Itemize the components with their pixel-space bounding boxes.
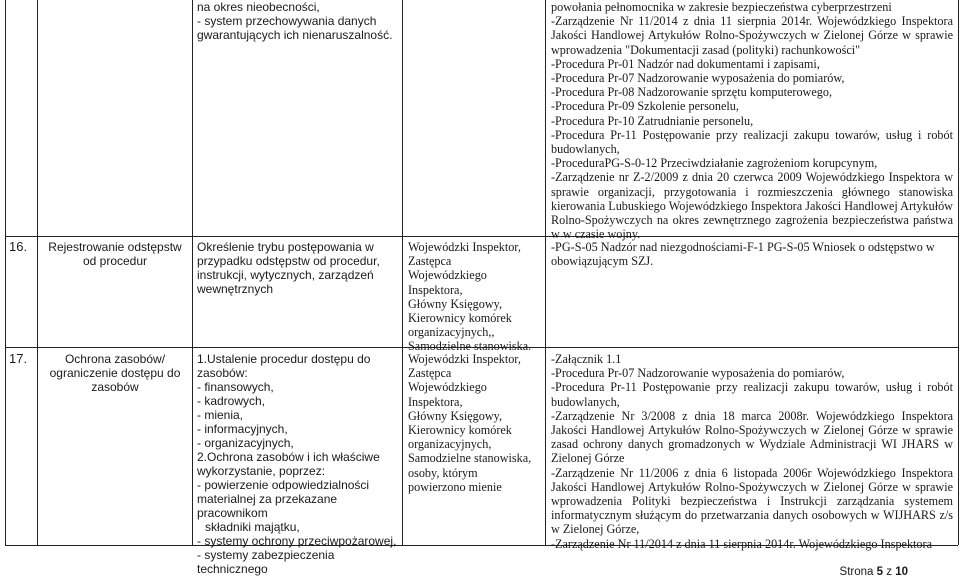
document-entry: -Procedura Pr-07 Nadzorowanie wyposażenia do pomiarów, xyxy=(551,366,845,381)
documents-cell xyxy=(551,352,953,551)
task-text: - kadrowych, xyxy=(197,394,266,408)
document-entry: -Zarządzenie Nr 11/2014 z dnia 11 sierpnia 2014r. Wojewódzkiego Inspektora xyxy=(551,536,932,551)
task-text: materialnej za przekazane pracownikom xyxy=(197,492,338,520)
task-text: składniki majątku, xyxy=(205,520,300,534)
control-area: Rejestrowanie odstępstw od procedur xyxy=(48,240,182,268)
responsible-line: Wojewódzki Inspektor, xyxy=(408,352,521,366)
document-entry: -Załącznik 1.1 xyxy=(551,352,622,366)
responsible-line: Zastępca xyxy=(408,366,452,381)
document-entry: -Zarządzenie Nr 11/2014 z dnia 11 sierpnia 2014r. Wojewódzkiego Inspektora Jakości Handlowej Artykułów Rolno-Spożywczych w Zielonej Górze w sprawie wprowadzenia "Dokumentacji zasad (polityki) rachunkowości" xyxy=(551,14,953,57)
responsible-line: Główny Księgowy, xyxy=(408,296,502,311)
responsible-line: Wojewódzkiego xyxy=(408,268,487,283)
task-text: - mienia, xyxy=(197,408,244,422)
document-entry: -PG-S-05 Nadzór nad niezgodnościami-F-1 PG-S-05 Wniosek o odstępstwo w obowiązującym SZJ. xyxy=(551,240,935,269)
responsible-line: osoby, którym xyxy=(408,465,478,480)
continued-tasks-cell xyxy=(197,0,399,42)
continued-documents-cell xyxy=(551,0,953,241)
total-pages: 10 xyxy=(895,566,908,578)
text-line: na okres nieobecności, xyxy=(197,0,320,14)
control-area: Ochrona zasobów/ ograniczenie dostępu do zasobów xyxy=(49,352,181,394)
text-line: gwarantujących ich nienaruszalność. xyxy=(197,28,393,42)
document-entry: -Zarządzenie Nr 3/2008 z dnia 18 marca 2008r. Wojewódzkiego Inspektora Jakości Handlowej Artykułów Rolno-Spożywczych w Zielonej Górze w sprawie zasad ochrony danych gromadzonych w Wydziale Administracji WI JHARS w Zielonej Górze xyxy=(551,408,953,466)
table-border-col3 xyxy=(402,0,403,545)
document-entry: -Procedura Pr-08 Nadzorowanie sprzętu komputerowego, xyxy=(551,85,832,100)
document-entry: powołania pełnomocnika w zakresie bezpieczeństwa cyberprzestrzeni xyxy=(551,0,892,14)
table-border-left xyxy=(5,0,6,545)
task-text: Określenie trybu postępowania w przypadku odstępstw od procedur, instrukcji, wytycznych, zarządzeń wewnętrznych xyxy=(197,240,380,296)
responsible-line: powierzono mienie xyxy=(408,479,502,494)
responsible-cell xyxy=(408,240,544,354)
document-entry: -Procedura Pr-11 Postępowanie przy realizacji zakupu towarów, usług i robót budowlanych, xyxy=(551,127,953,157)
document-entry: -Procedura Pr-11 Postępowanie przy realizacji zakupu towarów, usług i robót budowlanych, xyxy=(551,380,953,409)
responsible-line: organizacyjnych, xyxy=(408,437,492,452)
table-border-col1 xyxy=(37,0,38,545)
task-text: - systemy ochrony przeciwpożarowej, xyxy=(197,534,397,548)
task-text: - informacyjnych, xyxy=(197,422,288,436)
responsible-line: Samodzielne stanowiska. xyxy=(408,339,532,354)
row-number: 16. xyxy=(9,239,28,254)
footer-separator: z xyxy=(886,566,892,578)
responsible-line: Samodzielne stanowiska, xyxy=(408,451,532,466)
responsible-line: Kierownicy komórek xyxy=(408,423,512,438)
document-entry: -Procedura Pr-01 Nadzór nad dokumentami i zapisami, xyxy=(551,56,820,71)
table-border-col4 xyxy=(545,0,546,545)
responsible-line: Wojewódzkiego xyxy=(408,380,487,395)
task-text: 2.Ochrona zasobów i ich właściwe wykorzystanie, poprzez: xyxy=(197,450,380,478)
document-entry: -Procedura Pr-07 Nadzorowanie wyposażenia do pomiarów, xyxy=(551,71,845,86)
responsible-line: organizacyjnych,, xyxy=(408,325,495,340)
task-text: 1.Ustalenie procedur dostępu do zasobów: xyxy=(197,352,371,380)
responsible-line: Inspektora, xyxy=(408,282,463,297)
task-text: - powierzenie odpowiedzialności xyxy=(197,478,370,492)
responsible-line: Zastępca xyxy=(408,254,452,269)
document-entry: -ProceduraPG-S-0-12 Przeciwdziałanie zagrożeniom korupcynym, xyxy=(551,156,878,171)
responsible-line: Główny Księgowy, xyxy=(408,408,502,423)
task-text: - systemy zabezpieczenia technicznego xyxy=(197,548,335,576)
footer-prefix: Strona xyxy=(839,566,874,578)
page-footer xyxy=(840,566,908,578)
row-number: 17. xyxy=(9,351,28,366)
document-entry: -Procedura Pr-10 Zatrudnianie personelu, xyxy=(551,113,754,128)
tasks-cell xyxy=(197,352,401,576)
task-text: - finansowych, xyxy=(197,380,274,394)
responsible-line: Kierownicy komórek xyxy=(408,311,512,326)
text-line: - system przechowywania danych xyxy=(197,14,377,28)
responsible-cell xyxy=(408,352,544,494)
document-entry: -Zarządzenie nr Z-2/2009 z dnia 20 czerwca 2009 Wojewódzkiego Inspektora w sprawie organizacji, przygotowania i rozmieszczenia głównego stanowiska kierowania Lubuskiego Wojewódzkiego Inspektora Jakości Handlowej Artykułów Rolno-Spożywczych na okres zewnętrznego zagrożenia bezpieczeństwa państwa w w czasie wojny. xyxy=(551,170,953,242)
table-border-col2 xyxy=(192,0,193,545)
responsible-line: Wojewódzki Inspektor, xyxy=(408,240,521,254)
responsible-line: Inspektora, xyxy=(408,394,463,409)
current-page: 5 xyxy=(876,566,884,578)
document-entry: -Zarządzenie Nr 11/2006 z dnia 6 listopada 2006r Wojewódzkiego Inspektora Jakości Handlowej Artykułów Rolno-Spożywczych w Zielonej Górze w sprawie wprowadzenia Polityki bezpieczeństwa i Instrukcji zarządzania systemem informatycznym służącym do przetwarzania danych osobowych w WIJHARS z/s w Zielonej Górze, xyxy=(551,465,953,537)
table-border-right xyxy=(958,0,959,545)
tasks-cell xyxy=(197,240,397,296)
documents-cell xyxy=(551,240,953,268)
task-text: - organizacyjnych, xyxy=(197,436,294,450)
document-entry: -Procedura Pr-09 Szkolenie personelu, xyxy=(551,99,739,114)
